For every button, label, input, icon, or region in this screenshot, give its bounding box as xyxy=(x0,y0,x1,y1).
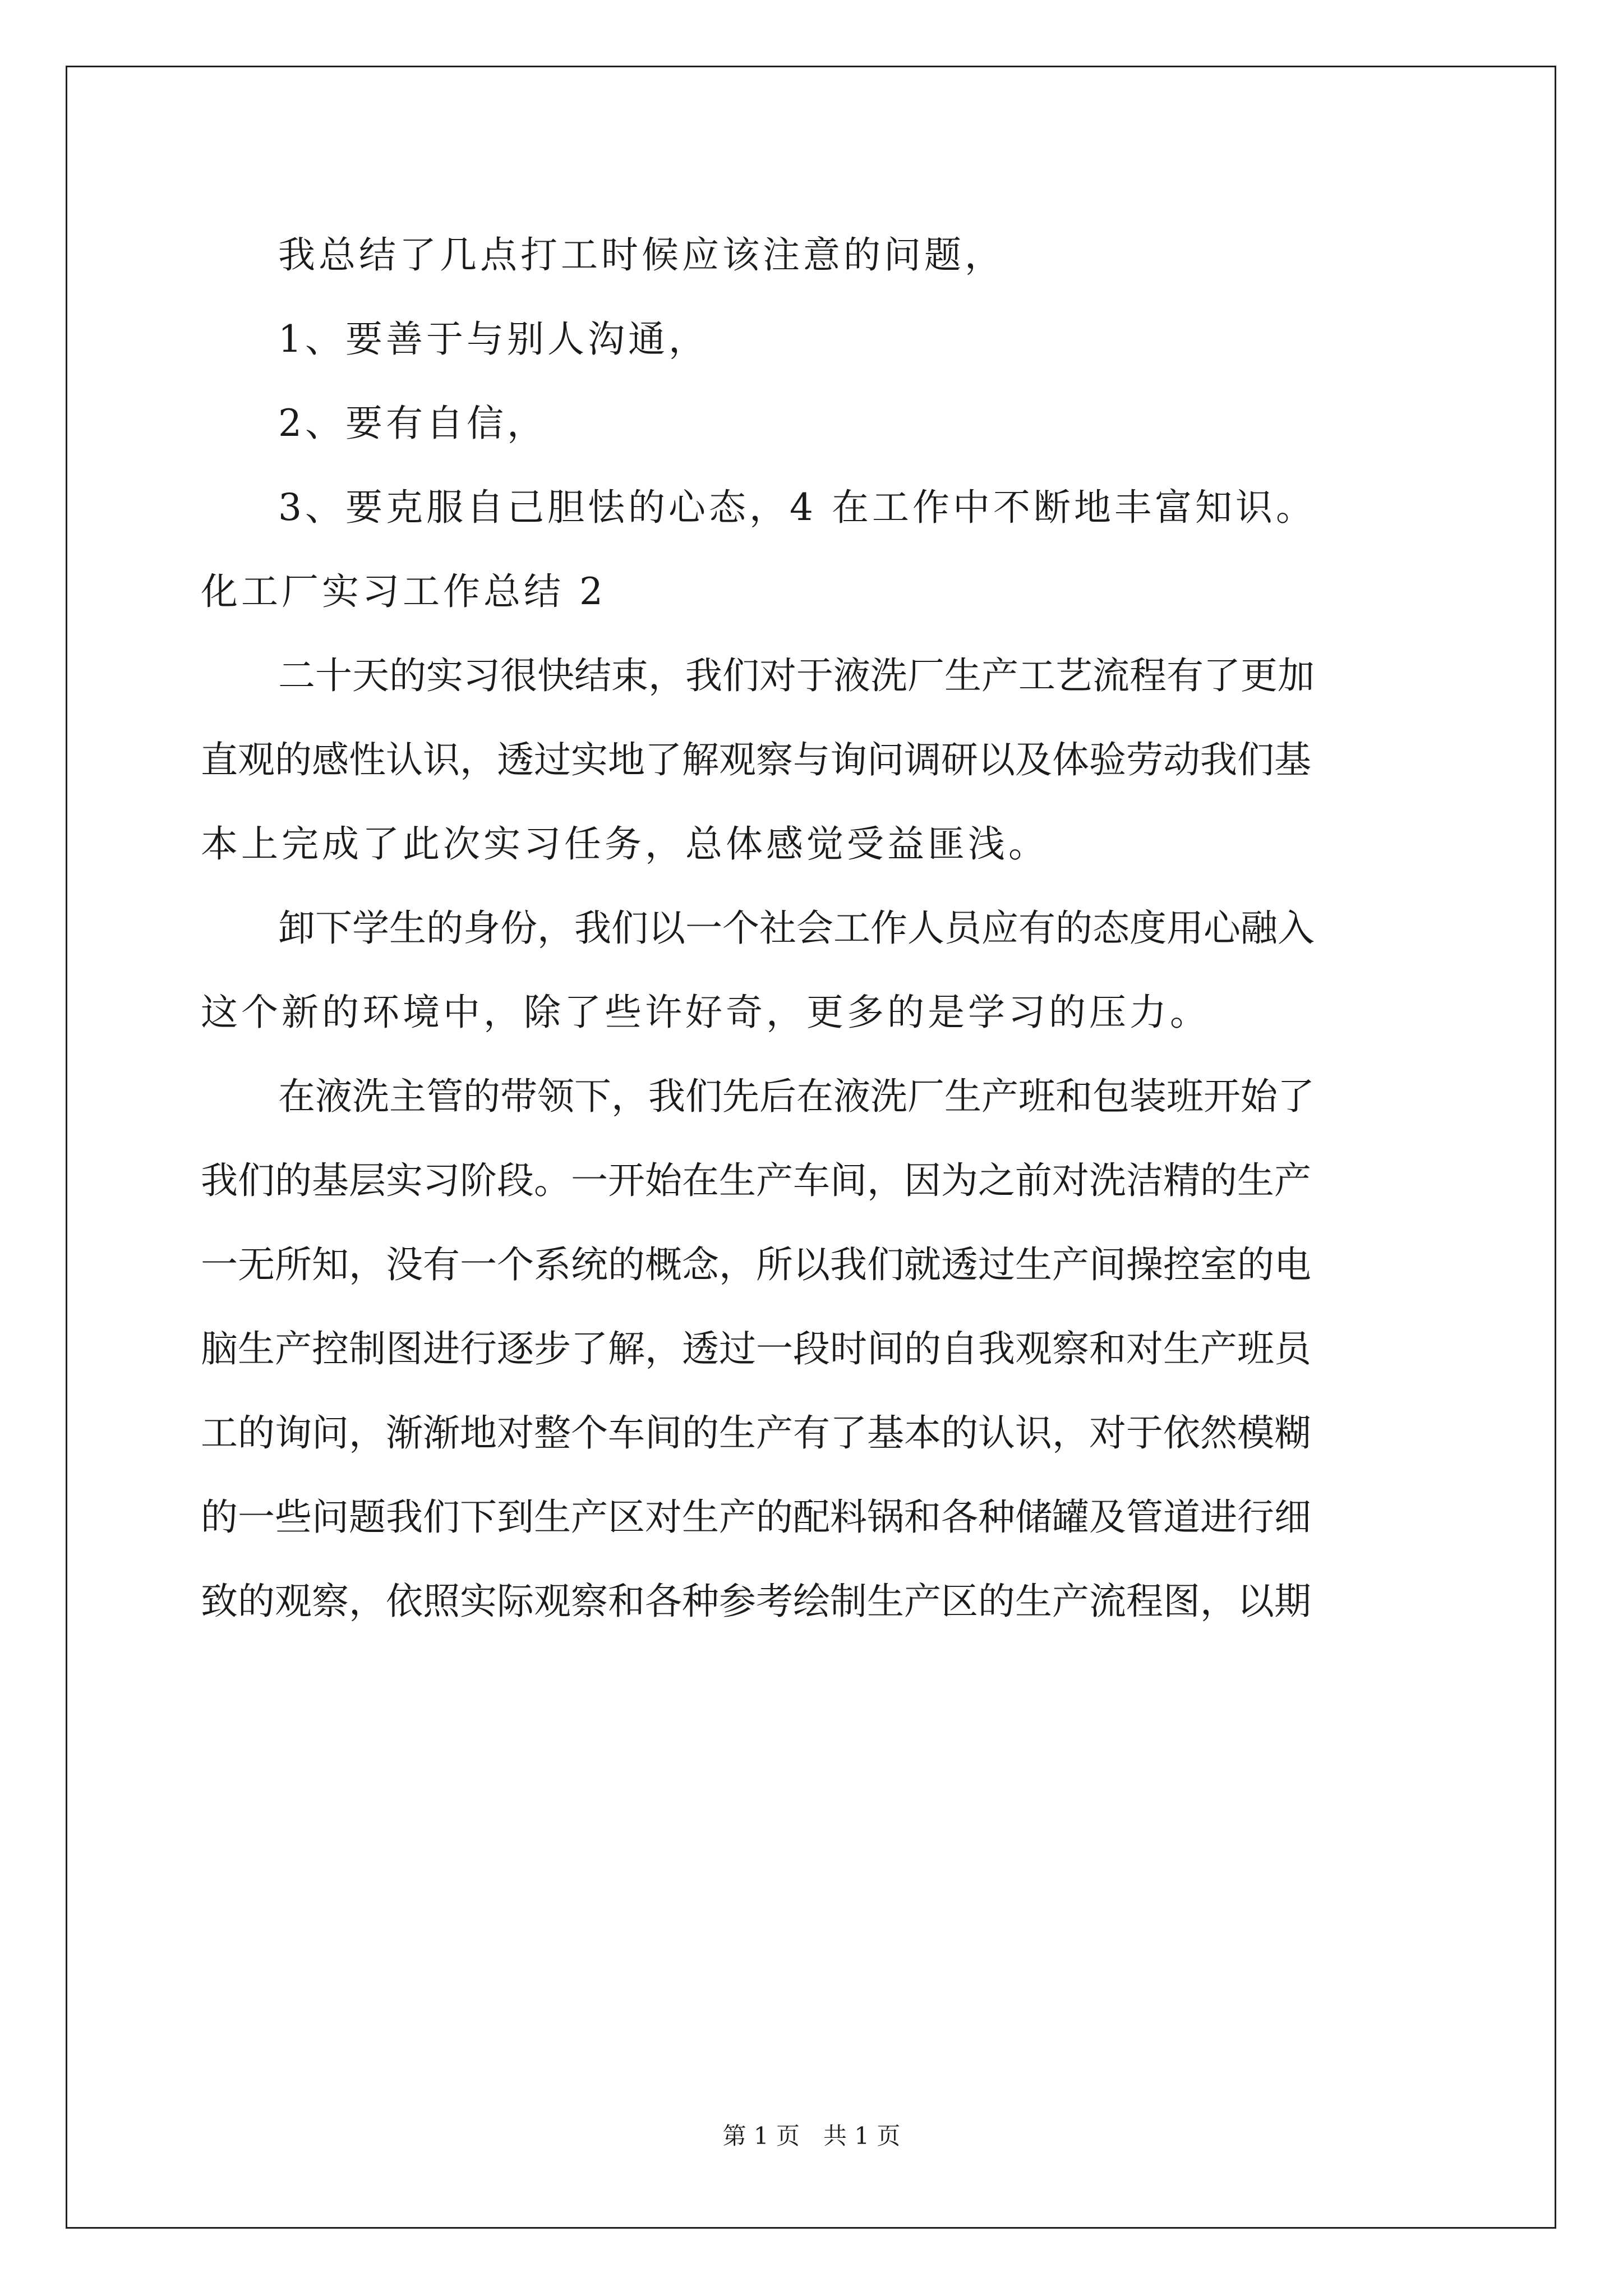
list-item-2: 2、要有自信， xyxy=(278,402,547,445)
paragraph-line: 的一些问题我们下到生产区对生产的配料锅和各种储罐及管道进行细 xyxy=(201,1496,1311,1539)
paragraph-line: 脑生产控制图进行逐步了解，透过一段时间的自我观察和对生产班员 xyxy=(201,1327,1311,1370)
paragraph-line: 这个新的环境中，除了些许好奇，更多的是学习的压力。 xyxy=(201,991,1210,1034)
paragraph-line: 本上完成了此次实习任务，总体感觉受益匪浅。 xyxy=(201,822,1049,866)
paragraph-line: 工的询问，渐渐地对整个车间的生产有了基本的认识，对于依然模糊 xyxy=(201,1411,1311,1455)
text-line: 我总结了几点打工时候应该注意的问题， xyxy=(278,233,1005,277)
paragraph-line: 在液洗主管的带领下，我们先后在液洗厂生产班和包装班开始了 xyxy=(278,1075,1315,1118)
page-footer: 第 1 页 共 1 页 xyxy=(722,2122,901,2150)
paragraph-line: 二十天的实习很快结束，我们对于液洗厂生产工艺流程有了更加 xyxy=(278,654,1315,697)
paragraph-line: 卸下学生的身份，我们以一个社会工作人员应有的态度用心融入 xyxy=(278,907,1315,950)
paragraph-line: 致的观察，依照实际观察和各种参考绘制生产区的生产流程图，以期 xyxy=(201,1580,1311,1623)
document-body xyxy=(201,213,1435,1644)
paragraph-line: 一无所知，没有一个系统的概念，所以我们就透过生产间操控室的电 xyxy=(201,1243,1311,1286)
paragraph-line: 我们的基层实习阶段。一开始在生产车间，因为之前对洗洁精的生产 xyxy=(201,1159,1311,1202)
paragraph-line: 直观的感性认识，透过实地了解观察与询问调研以及体验劳动我们基 xyxy=(201,738,1311,781)
list-item-3: 3、要克服自己胆怯的心态，4 在工作中不断地丰富知识。 xyxy=(278,486,1316,529)
section-heading: 化工厂实习工作总结 2 xyxy=(201,570,606,613)
list-item-1: 1、要善于与别人沟通， xyxy=(278,318,709,361)
